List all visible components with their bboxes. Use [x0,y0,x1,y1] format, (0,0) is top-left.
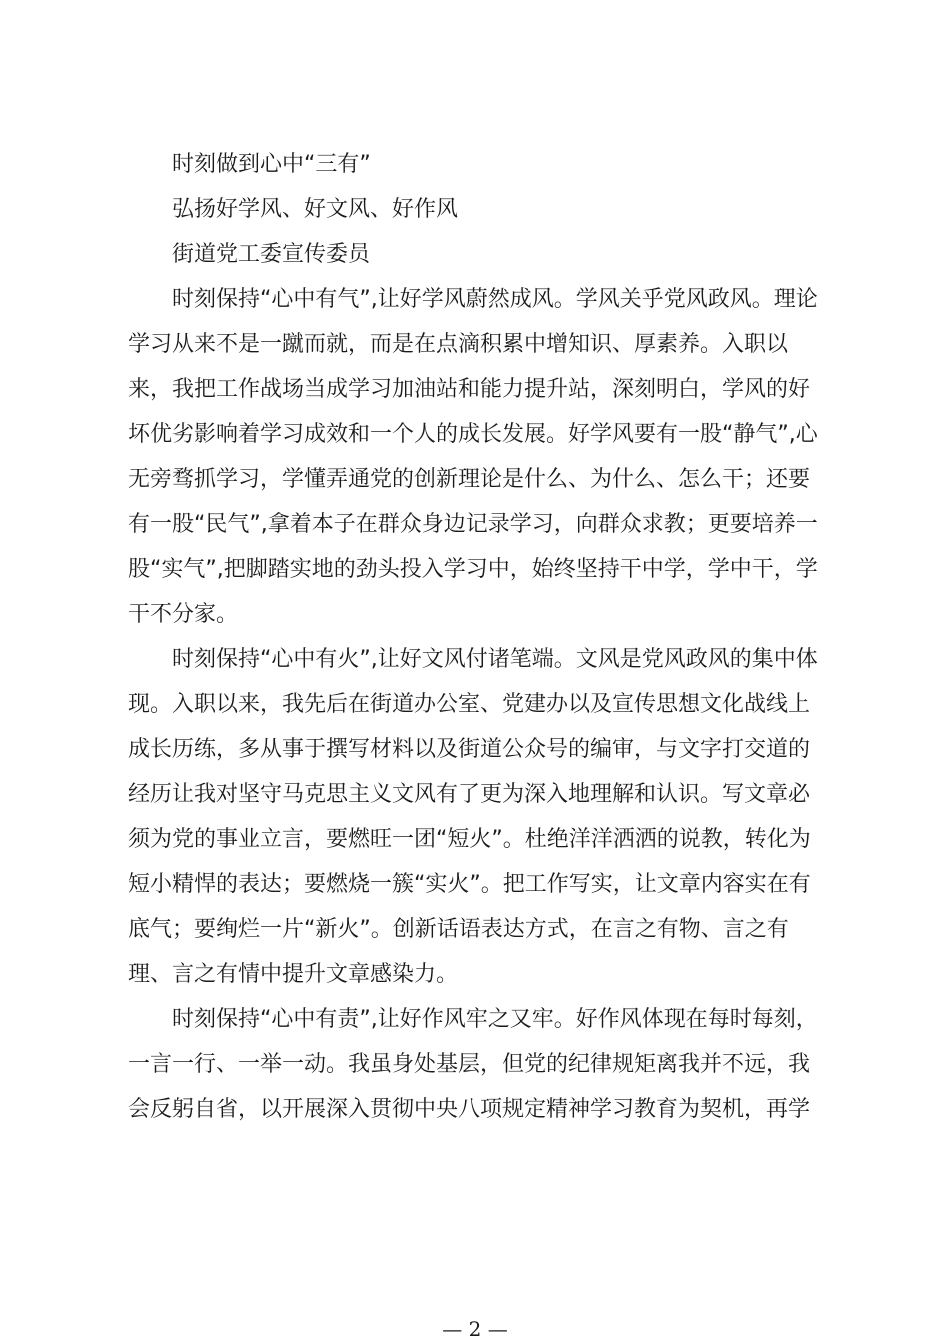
paragraph-line: 无旁骛抓学习，学懂弄通党的创新理论是什么、为什么、怎么干；还要 [128,467,811,492]
author-position: 街道党工委宣传委员 [172,242,371,267]
paragraph-line: 理、言之有情中提升文章感染力。 [128,962,459,987]
paragraph-line: 须为党的事业立言，要燃旺一团“短火”。杜绝洋洋洒洒的说教，转化为 [128,827,811,852]
paragraph-line: 时刻保持“心中有火”,让好文风付诸笔端。文风是党风政风的集中体 [172,647,818,672]
paragraph-line: 成长历练，多从事于撰写材料以及街道公众号的编审，与文字打交道的 [128,737,811,762]
paragraph-line: 干不分家。 [128,602,239,627]
paragraph-line: 短小精悍的表达；要燃烧一簇“实火”。把工作写实，让文章内容实在有 [128,872,811,897]
paragraph-line: 有一股“民气”,拿着本子在群众身边记录学习，向群众求教；更要培养一 [128,512,818,537]
paragraph-line: 现。入职以来，我先后在街道办公室、党建办以及宣传思想文化战线上 [128,692,811,717]
paragraph-line: 来，我把工作战场当成学习加油站和能力提升站，深刻明白，学风的好 [128,377,811,402]
article-title: 时刻做到心中“三有” [172,152,371,177]
paragraph-line: 坏优劣影响着学习成效和一个人的成长发展。好学风要有一股“静气”,心 [128,422,818,447]
paragraph-line: 学习从来不是一蹴而就，而是在点滴积累中增知识、厚素养。入职以 [128,332,789,357]
paragraph-line: 股“实气”,把脚踏实地的劲头投入学习中，始终坚持干中学，学中干，学 [128,557,818,582]
paragraph-line: 底气；要绚烂一片“新火”。创新话语表达方式，在言之有物、言之有 [128,917,789,942]
paragraph-line: 会反躬自省，以开展深入贯彻中央八项规定精神学习教育为契机，再学 [128,1097,811,1122]
paragraph-line: 时刻保持“心中有气”,让好学风蔚然成风。学风关乎党风政风。理论 [172,287,818,312]
article-subtitle: 弘扬好学风、好文风、好作风 [172,197,459,222]
paragraph-line: 一言一行、一举一动。我虽身处基层，但党的纪律规矩离我并不远，我 [128,1052,811,1077]
paragraph-line: 时刻保持“心中有责”,让好作风牢之又牢。好作风体现在每时每刻， [172,1007,818,1032]
paragraph-line: 经历让我对坚守马克思主义文风有了更为深入地理解和认识。写文章必 [128,782,811,807]
page-number: — 2 — [442,1317,508,1341]
